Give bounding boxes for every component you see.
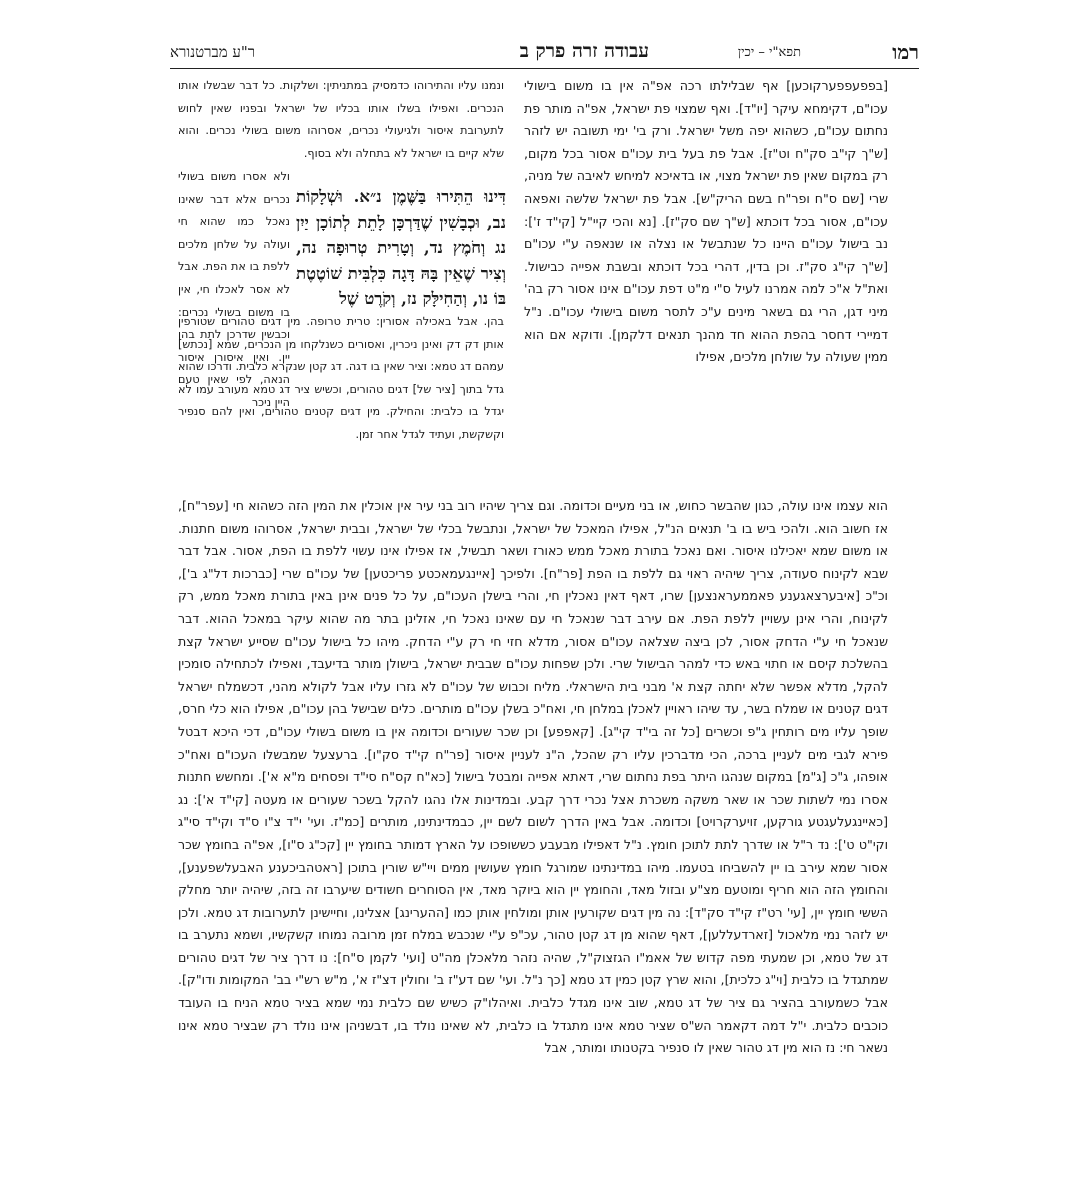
bartenura-commentary-side (178, 166, 290, 409)
tiferet-yisrael-commentary-full (178, 495, 888, 1135)
bartenura-lower-text: בהן. אבל באכילה אסורין: טרית טרופה. מין דגים טהורים שטורפין אותן דק דק ואינן ניכרין, ואסורים כשנלקחו מן הנכרים, שמא [נכתש] עמהם דג טמא: וציר שאין בו דגה. דג קטן שנקרא כלבית. ודרכו שהוא גדל בתוך [ציר של] דגים טהורים, וכשיש ציר דג טמא מעורב עמו לא יגדל בו כלבית: והחילק. מין דגים קטנים טהורים, ואין להם סנפיר וקשקשת, ועתיד לגדל אחר זמן. (178, 315, 504, 441)
page-number: רמו (892, 40, 919, 64)
commentary-name-label: ר"ע מברטנורא (170, 43, 256, 61)
tiferet-yisrael-commentary-right (524, 75, 888, 495)
tiferet-full-text: הוא עצמו אינו עולה, כגון שהבשר כחוש, או בני מעיים וכדומה. וגם צריך שיהיו רוב בני עיר אין אוכלין את המין הזה כשהוא חי [עפר"ח], אז חשוב הוא. ולהכי ביש בו ב' תנאים הנ"ל, אפילו המאכל של ישראל, ונתבשל בכלי של ישראל, ובבית ישראל, אסרוהו משום חתנות. או משום שמא יאכילנו איסור. ואם נאכל בתורת מאכל ממש כאורז ושאר תבשיל, אז אפילו אינו עשוי ללפת בו הפת, אסור. אבל דבר שבא לקינוח סעודה, צריך שיהיה ראוי גם ללפת בו הפת [פר"ח]. ולפיכך [איינגעמאכטע פריכטען] של עכו"ם שרי [כברכות דל"ג ב'], וכ"כ [איבערצאגענע פאממעראנצען] שרו, דאף דאין נאכלין חי, והרי בישלן העכו"ם, על כל פנים אינן באין בתורת מאכל ממש, רק לקינוח, והרי אינן עשויין ללפת הפת. אם עירב דבר שנאכל חי עם שאינו נאכל חי, אזלינן בתר מה שהוא עיקר במאכל ההוא. דבר שנאכל חי ע"י הדחק אסור, לכן ביצה שצלאה עכו"ם אסור, מדלא חזי חי רק ע"י הדחק. מיהו כל בישול עכו"ם שסייע ישראל קצת בהשלכת קיסם או חתוי באש כדי למהר הבישול שרי. ולכן שפחות עכו"ם שבבית ישראל, בישולן מותר בדיעבד, ואפילו לכתחילה סומכין להקל, מדלא אפשר שלא יחתה קצת א' מבני בית הישראלי. מליח וכבוש של עכו"ם לא גזרו עליו אבל לקולא מהני, דכשמלח ישראל דגים קטנים או שמלח בשר, עד שיהו ראויין לאכלן במלחן חי, ואח"כ בשלן עכו"ם מותרים. כלים שבישל בהן עכו"ם, אפילו הוא כלי חרס, שופך עליו מים רותחין ג"פ וכשרים [כל זה בי"ד קי"ג]. [קאפפע] וכן שכר שעורים וכדומה אין בו משום בשולי עכו"ם, דכי היכא דבטל פירא לגבי מים לעניין ברכה, הכי מדברכין עליו רק שהכל, ה"נ לעניין איסור [פר"ח קי"ד סק"ו]. ברעצעל שמבשלו העכו"ם ואח"כ אופהו, ג"כ [ג"מ] במקום שנהגו היתר בפת נחתום שרי, דאתא אפייה ומבטל בישול [כא"ח קס"ח סי"ד ופסחים מ"א א']. ומחשש חתנות אסרו נמי לשתות שכר או שאר משקה משכרת אצל נכרי דרך קבע. ובמדינות אלו נהגו להקל בשכר שעורים או מעטה [קי"ד א']: נג [כאיינגעלעגטע גורקען, זויערקרויט] וכדומה. אבל באין הדרך לשום לשם יין, כבמדינתינו, מותרים [כמ"ז. ועי' י"ד צ"ו ס"ד וקי"ד סי"ג וקי"ט ט']: נד ר"ל או שדרך לתת לתוכן חומץ. נ"ל דאפילו מבעבע כששופכו על הארץ דמותר בחומץ יין [קכ"ג ס"ו], אפ"ה בחומץ שכר אסור שמא עירב בו יין להשביחו בטעמו. מיהו במדינתינו שמורגל חומץ שעושין ממים ויי"ש שורין בתוכן [ראטהביכענע האבעלשפענע], והחומץ הזה הוא חריף ומוטעם מצ"ע ובזול מאד, והחומץ יין הוא ביוקר מאד, אין הסוחרים חשודים שיערבו זה בזה, שיהיה יותר מחלק הששי חומץ יין, [עי' רט"ז קי"ד סק"ד]: נה מין דגים שקורעין אותן ומולחין אותן כמו [ההערינג] אצלינו, וחיישינן לתערובות דג טמא. ולכן יש לזהר נמי מלאכול [זארדעללען], דאף שהוא מן דג קטן טהור, עכ"פ ע"י שנכבש במלח זמן מרובה נמוחו קשקשיו, ושמא נתערב בו דג של טמא, וכן שמעתי מפה קדוש של אאמ"ו הגזצוק"ל, שהיה נזהר מלאכלן מה"ט [ועי' לקמן ס"ח]: נו דרך ציר של דגים טהורים שמתגדל בו כלבית [וי"ג כלכית], והוא שרץ קטן כמין דג טמא [כך נ"ל. ועי' שם דע"ז ב' וחולין דצ"ז א', מ"ש רש"י בב' המקומות ודו"ק]. אבל כשמעורב בהציר גם ציר של דג טמא, שוב אינו מגדל כלבית. ואיהלו"ק כשיש שם כלבית נמי שמא בציר טמא הניח בו העובד כוכבים כלבית. י"ל דמה דקאמר הש"ס שציר טמא אינו מתגדל בו כלבית, לא שאינו נולד בו, דבשניהן אינו נולד רק שבציר טמא אינו נשאר חי: נז הוא מין דג טהור שאין לו סנפיר בקטנותו ומותר, אבל (178, 498, 888, 1056)
bartenura-commentary-lower (178, 311, 504, 487)
mishnah-text-body: דִּינוּ הֵתִּירוּ בַּשֶּׁמֶן נ״א. וּשְׁלָקוֹת נב, וּכְבָשִׁין שֶׁדַּרְכָּן לָתֵת לְתוֹכָן יַיִן נג וְחֹמֶץ נד, וְטָרִית טְרוּפָה נה, וְצִיר שֶׁאֵין בָּהּ דָּגָה כִּלְבִּית שׁוֹטֶטֶת בּוֹ נו, וְהַחִילָּק נז, וְקֹרֶט שֶׁל (296, 187, 506, 308)
bartenura-commentary-upper (178, 75, 504, 166)
tractate-chapter-title: עבודה זרה פרק ב (519, 40, 649, 62)
mishnah-text (296, 184, 506, 311)
tiferet-right-text: [בפפעפפערקוכען] אף שבלילתו רכה אפ"ה אין בו משום בישולי עכו"ם, דקימחא עיקר [יו"ד]. ואף שמצוי פת ישראל, אפ"ה מותר פת נחתום עכו"ם, כשהוא יפה משל ישראל. ורק בי' ימי תשובה יש לזהר [ש"ך קי"ב סק"ח וט"ז]. אבל פת בעל בית עכו"ם אסור בכל מקום, רק במקום שאין פת ישראל מצוי, או בדאיכא למיחש לאיבה של מניה, שרי [שם ס"ח ופר"ח בשם הריק"ש]. אבל פת ישראל שלשה ואפאה עכו"ם, אסור בכל דוכתא [ש"ך שם סק"ז]. [נא והכי קיי"ל [קי"ד ז']: נב בישול עכו"ם היינו כל שנתבשל או נצלה או שנאפה ע"י עכו"ם [ש"ך קי"ג סק"ז. וכן בדין, דהרי בכל דוכתא ובשבת אפייה כבישול. ואת"ל א"כ למה אמרנו לעיל ס"י מ"ט דפת עכו"ם אינו אסור רק בה' מיני דגן, הרי גם בשאר מינים ע"כ לתסר משום בישולי עכו"ם. נ"ל דמיירי דחסר בהפת ההוא חד מהנך תנאים דלקמן]. ודוקא אם הוא ממין שעולה על שולחן מלכים, אפילו (524, 78, 888, 365)
bartenura-upper-text: ונמנו עליו והתירוהו כדמסיק במתניתין: ושלקות. כל דבר שבשלו אותו הנכרים. ואפילו בשלו אותו בכליו של ישראל ובפניו שאין לחוש לתערובת איסור ולגיעולי נכרים, אסרוהו משום בשולי נכרים. והוא שלא קיים בו ישראל לא בתחלה ולא בסוף. (178, 79, 504, 160)
commentary-range-label: תפא"י – יכין (737, 45, 801, 60)
page-header (170, 38, 919, 69)
bartenura-side-text: ולא אסרו משום בשולי נכרים אלא דבר שאינו נאכל כמו שהוא חי ועולה על שלחן מלכים ללפת בו את הפת. אבל לא אסר לאכלו חי, אין בו משום בשולי נכרים: וכבשין שדרכן לתת בהן יין. ואין איסורן איסור הנאה, לפי שאין טעם היין ניכר (178, 170, 290, 409)
